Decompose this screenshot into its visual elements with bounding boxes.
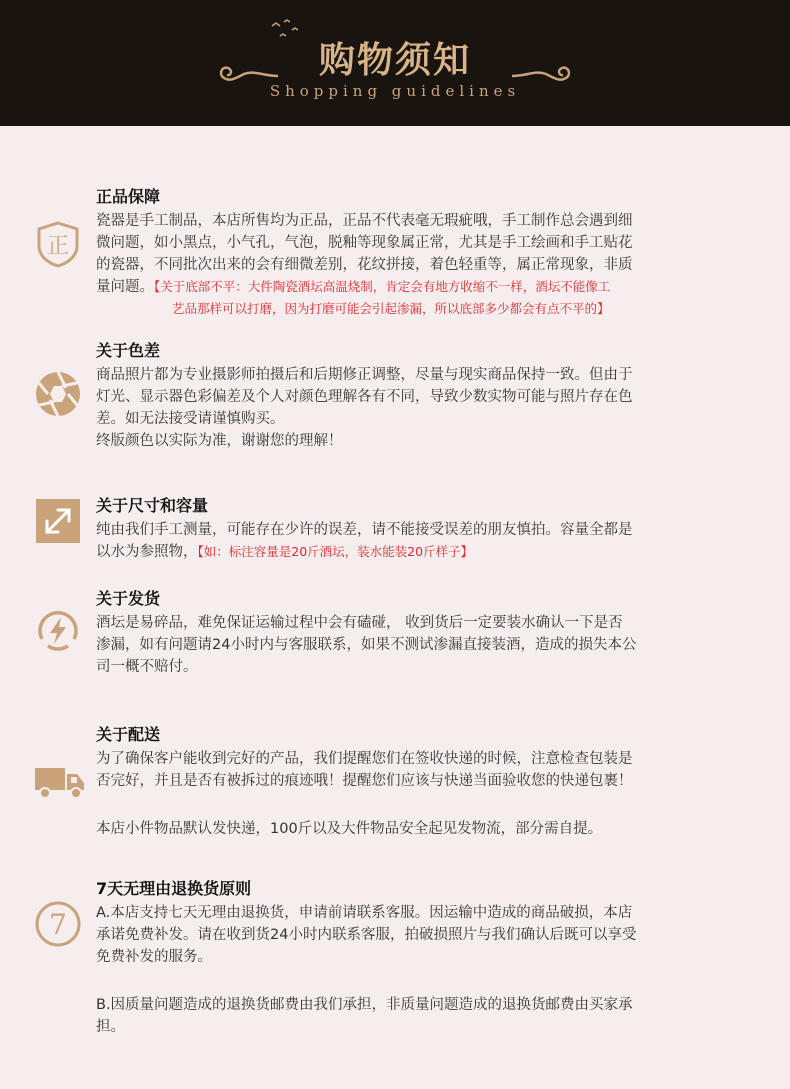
section-title-size: 关于尺寸和容量 — [96, 496, 209, 515]
size-line-2-start: 以水为参照物， — [96, 544, 198, 560]
lightning-bolt-icon — [34, 606, 82, 654]
returns-a-line-2: 承诺免费补发。请在收到货24小时内联系客服，拍破损照片与我们确认后既可以享受 — [96, 927, 637, 943]
color-line-3: 差。如无法接受请谨慎购买。 — [96, 411, 285, 427]
shipping-line-1: 酒坛是易碎品，难免保证运输过程中会有磕碰， 收到货后一定要装水确认一下是否 — [96, 615, 623, 631]
authentic-line-4-start: 量问题。 — [96, 279, 154, 295]
shipping-line-3: 司一概不赔付。 — [96, 659, 198, 675]
section-body-delivery — [96, 748, 756, 840]
section-title-delivery: 关于配送 — [96, 725, 161, 744]
size-line-1: 纯由我们手工测量，可能存在少许的误差，请不能接受误差的朋友慎拍。容量全都是 — [96, 522, 633, 538]
returns-a-line-1: A.本店支持七天无理由退换货，申请前请联系客服。因运输中造成的商品破损，本店 — [96, 905, 633, 921]
number-seven-icon — [34, 900, 82, 948]
size-line-2 — [96, 541, 756, 563]
section-title-shipping: 关于发货 — [96, 589, 161, 608]
section-body-color — [96, 364, 756, 452]
camera-aperture-icon — [34, 370, 82, 418]
authentic-line-2: 微问题，如小黑点，小气孔，气泡，脱釉等现象属正常，尤其是手工绘画和手工贴花 — [96, 235, 633, 251]
section-title-color: 关于色差 — [96, 341, 161, 360]
zheng-icon-glyph: 正 — [46, 234, 70, 259]
page-title: 购物须知 — [318, 39, 471, 81]
section-body-authentic — [96, 210, 756, 320]
color-line-1: 商品照片都为专业摄影师拍摄后和后期修正调整，尽量与现实商品保持一致。但由于 — [96, 367, 633, 383]
section-body-size — [96, 519, 756, 563]
page-subtitle: Shopping guidelines — [269, 82, 521, 100]
section-title-authentic: 正品保障 — [96, 187, 161, 206]
authentic-line-5 — [96, 298, 756, 320]
authentic-note-red-2: 艺品那样可以打磨，因为打磨可能会引起渗漏，所以底部多少都会有点不平的】 — [172, 301, 610, 316]
returns-a-line-3: 免费补发的服务。 — [96, 949, 212, 965]
returns-b-line-1: B.因质量问题造成的退换货邮费由我们承担，非质量问题造成的退换货邮费由买家承 — [96, 997, 633, 1013]
delivery-truck-icon — [34, 758, 86, 806]
authentic-line-3: 的瓷器，不同批次出来的会有细微差别，花纹拼接，着色轻重等，属正常现象，非质 — [96, 257, 633, 273]
size-note-red: 【如：标注容量是20斤酒坛，装水能装20斤样子】 — [197, 544, 474, 559]
authentic-line-1: 瓷器是手工制品，本店所售均为正品，正品不代表毫无瑕疵哦，手工制作总会遇到细 — [96, 213, 633, 229]
section-title-returns: 7天无理由退换货原则 — [96, 879, 252, 898]
authentic-note-red-1: 【关于底部不平：大件陶瓷酒坛高温烧制，肯定会有地方收缩不一样，酒坛不能像工 — [154, 279, 611, 294]
resize-arrows-icon — [34, 497, 82, 545]
returns-b-line-2: 担。 — [96, 1019, 125, 1035]
delivery-line-1: 为了确保客户能收到完好的产品，我们提醒您们在签收快递的时候，注意检查包装是 — [96, 751, 633, 767]
seven-icon-glyph: 7 — [49, 908, 67, 941]
section-body-shipping — [96, 612, 756, 678]
color-line-2: 灯光、显示器色彩偏差及个人对颜色理解各有不同，导致少数实物可能与照片存在色 — [96, 389, 633, 405]
shipping-line-2: 渗漏，如有问题请24小时内与客服联系，如果不测试渗漏直接装酒，造成的损失本公 — [96, 637, 637, 653]
section-body-returns — [96, 902, 756, 1038]
authentic-line-4 — [96, 276, 756, 298]
delivery-line-2: 否完好，并且是否有被拆过的痕迹哦！提醒您们应该与快递当面验收您的快递包裹！ — [96, 773, 633, 789]
color-line-4: 终版颜色以实际为准，谢谢您的理解！ — [96, 433, 343, 449]
header-banner — [0, 0, 790, 126]
delivery-line-3: 本店小件物品默认发快递，100斤以及大件物品安全起见发物流，部分需自提。 — [96, 821, 603, 837]
zheng-shield-icon — [34, 220, 82, 268]
